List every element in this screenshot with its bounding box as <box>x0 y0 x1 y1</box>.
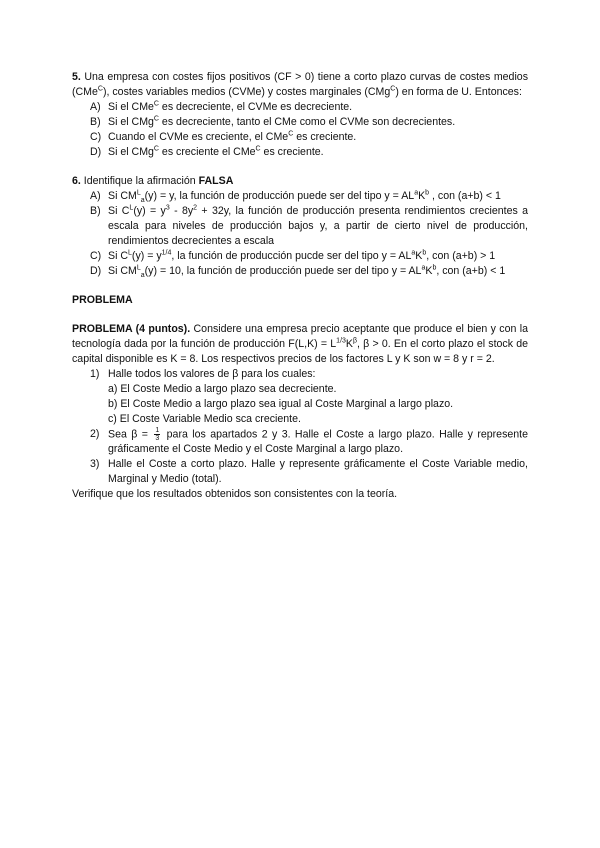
option-5c: C) Cuando el CVMe es creciente, el CMe$^C$ es creciente. <box>90 130 357 143</box>
question-6 <box>72 174 528 279</box>
problem-title: PROBLEMA (4 puntos). <box>72 323 191 335</box>
problem-item-3: 3) Halle el Coste a corto plazo. Halle y represente gráficamente el Coste Variable medio, Marginal y Medio (total). <box>90 458 528 486</box>
question-5-number: 5. <box>72 71 81 83</box>
subitem-a: a) El Coste Medio a largo plazo sea decreciente. <box>108 383 337 395</box>
question-5 <box>72 70 528 160</box>
fraction-one-third: $\frac{1}{3}$ <box>155 427 160 442</box>
question-5-options <box>90 100 528 160</box>
problem-items-cont <box>90 427 528 487</box>
question-6-number: 6. <box>72 175 81 187</box>
problem-items <box>90 367 528 382</box>
problem-closing: Verifique que los resultados obtenidos son consistentes con la teoría. <box>72 488 398 501</box>
problem-item-2: 2) Sea β = $\frac{1}{3}$ para los apartados 2 y 3. Halle el Coste a largo plazo. Halle y represente gráficamente el Coste Medio y el Coste Marginal a largo plazo. <box>90 427 528 456</box>
question-6-options <box>90 189 528 279</box>
option-5b: B) Si el CMg$^C$ es decreciente, tanto el CMe como el CVMe son decrecientes. <box>90 115 456 128</box>
problem-item-1: 1) Halle todos los valores de β para los cuales: <box>90 368 316 380</box>
option-6c: C) Si $C^L(y) = y^{1/4}$, la función de producción pucde ser del tipo $y = AL^aK^b$, con (a+b) > 1 <box>90 249 496 262</box>
problem-block <box>72 322 528 502</box>
subitem-c: c) El Coste Variable Medio sca creciente. <box>108 413 301 425</box>
question-6-stem: 6. Identifique la afirmación FALSA <box>72 175 234 187</box>
option-5a: A) Si el CMe$^C$ es decreciente, el CVMe es decreciente. <box>90 100 353 113</box>
problem-statement: PROBLEMA (4 puntos). Considere una empresa precio aceptante que produce el bien y con la tecnología dada por la función de producción $F(L,K) = L^{1/3}K^\beta$, β > 0. En el corto plazo el stock de capital disponible es K = 8. Los respectivos precios de los factores L y K son w = 8 y r = 2. <box>72 323 528 365</box>
question-6-emphasis: FALSA <box>198 175 234 187</box>
problem-subitems <box>108 382 528 427</box>
option-6d: D) Si $CM^L_a(y) = 10$, la función de producción puede ser del tipo $y = AL^aK^b$, con (a+b) < 1 <box>90 264 506 280</box>
option-6a: A) Si $CM^L_a(y) = y$, la función de producción puede ser del tipo $y = AL^aK^b$ , con (a+b) < 1 <box>90 189 501 205</box>
option-5d: D) Si el CMg$^C$ es creciente el CMe$^C$ es creciente. <box>90 145 324 158</box>
question-5-stem: 5. Una empresa con costes fijos positivos (CF > 0) tiene a corto plazo curvas de costes medios (CMe$^C$), costes variables medios (CVMe) y costes marginales (CMg$^C$) en forma de U. Entonces: <box>72 71 528 98</box>
subitem-b: b) El Coste Medio a largo plazo sea igual al Coste Marginal a largo plazo. <box>108 398 454 410</box>
option-6b: B) Si $C^L(y) = y^3 - 8y^2 + 32y$, la función de producción presenta rendimientos crecientes a escala para niveles de producción bajos y, a partir de cierto nivel de producción, rendimientos decrecientes a escala <box>90 204 528 247</box>
section-title: PROBLEMA <box>72 294 133 306</box>
document-content <box>72 70 528 502</box>
